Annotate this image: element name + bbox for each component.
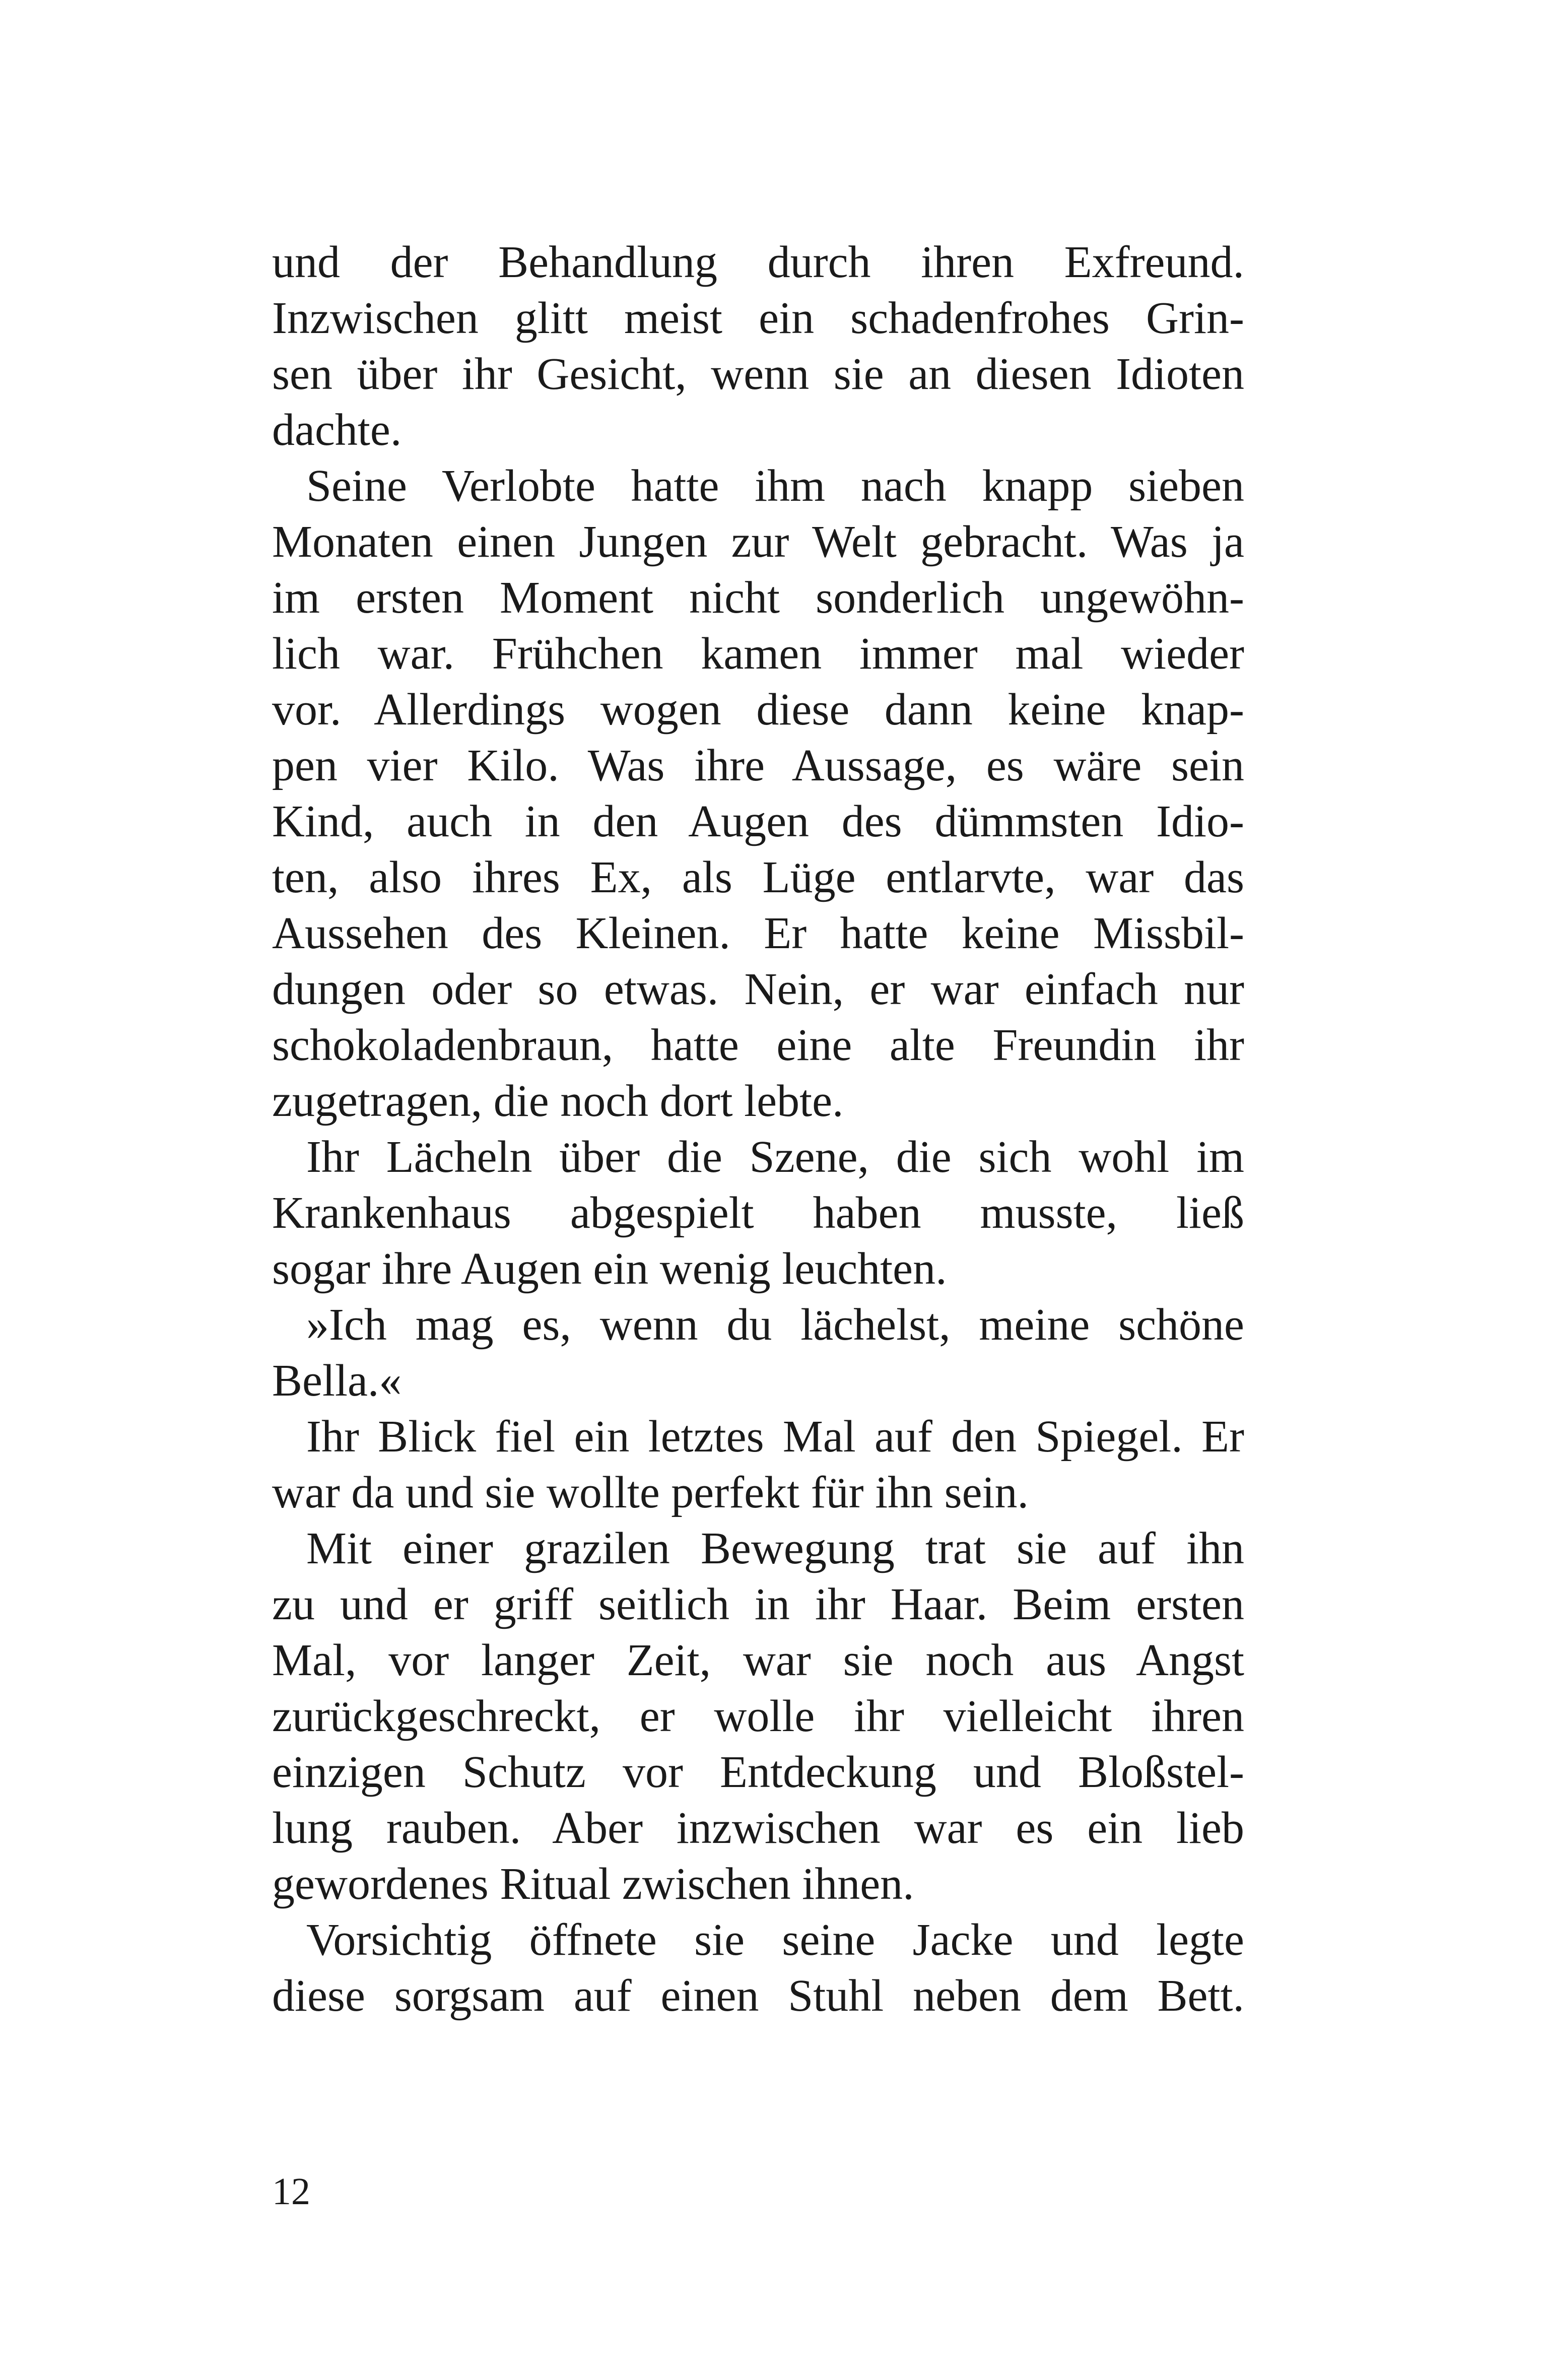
body-text: [272, 234, 1244, 2024]
text-line: dungen oder so etwas. Nein, er war einfach nur: [272, 964, 1244, 1014]
text-line: »Ich mag es, wenn du lächelst, meine schöne: [306, 1300, 1244, 1350]
text-line: lung rauben. Aber inzwischen war es ein lieb: [272, 1803, 1244, 1853]
text-line: gewordenes Ritual zwischen ihnen.: [272, 1859, 914, 1909]
text-line: Mal, vor langer Zeit, war sie noch aus Angst: [272, 1635, 1244, 1685]
text-line: schokoladenbraun, hatte eine alte Freundin ihr: [272, 1020, 1244, 1070]
page-number: 12: [272, 2170, 310, 2213]
text-line: Seine Verlobte hatte ihm nach knapp sieben: [306, 461, 1244, 511]
text-line: Mit einer grazilen Bewegung trat sie auf ihn: [306, 1524, 1244, 1573]
text-line: Ihr Blick fiel ein letztes Mal auf den Spiegel. Er: [306, 1412, 1244, 1462]
text-line: sen über ihr Gesicht, wenn sie an diesen Idioten: [272, 349, 1244, 399]
text-line: Bella.«: [272, 1356, 402, 1406]
text-line: zurückgeschreckt, er wolle ihr vielleicht ihren: [272, 1691, 1244, 1741]
text-line: Inzwischen glitt meist ein schadenfrohes Grin-: [272, 293, 1244, 343]
text-line: Monaten einen Jungen zur Welt gebracht. Was ja: [272, 517, 1244, 567]
text-line: zu und er griff seitlich in ihr Haar. Beim ersten: [272, 1579, 1244, 1629]
text-line: Ihr Lächeln über die Szene, die sich wohl im: [306, 1132, 1244, 1182]
text-line: vor. Allerdings wogen diese dann keine knap-: [272, 685, 1244, 735]
text-line: Vorsichtig öffnete sie seine Jacke und legte: [306, 1915, 1244, 1965]
text-line: war da und sie wollte perfekt für ihn sein.: [272, 1468, 1029, 1517]
text-line: pen vier Kilo. Was ihre Aussage, es wäre sein: [272, 741, 1244, 790]
text-line: sogar ihre Augen ein wenig leuchten.: [272, 1244, 947, 1294]
text-line: ten, also ihres Ex, als Lüge entlarvte, war das: [272, 852, 1244, 902]
text-line: zugetragen, die noch dort lebte.: [272, 1076, 844, 1126]
text-line: Krankenhaus abgespielt haben musste, ließ: [272, 1188, 1244, 1238]
text-line: dachte.: [272, 405, 402, 455]
text-line: diese sorgsam auf einen Stuhl neben dem Bett.: [272, 1971, 1244, 2021]
text-line: einzigen Schutz vor Entdeckung und Bloßstel-: [272, 1747, 1244, 1797]
text-line: Aussehen des Kleinen. Er hatte keine Missbil-: [272, 908, 1244, 958]
text-line: im ersten Moment nicht sonderlich ungewöhn-: [272, 573, 1244, 623]
text-line: und der Behandlung durch ihren Exfreund.: [272, 237, 1244, 287]
text-line: lich war. Frühchen kamen immer mal wieder: [272, 629, 1244, 679]
text-line: Kind, auch in den Augen des dümmsten Idio-: [272, 797, 1244, 846]
